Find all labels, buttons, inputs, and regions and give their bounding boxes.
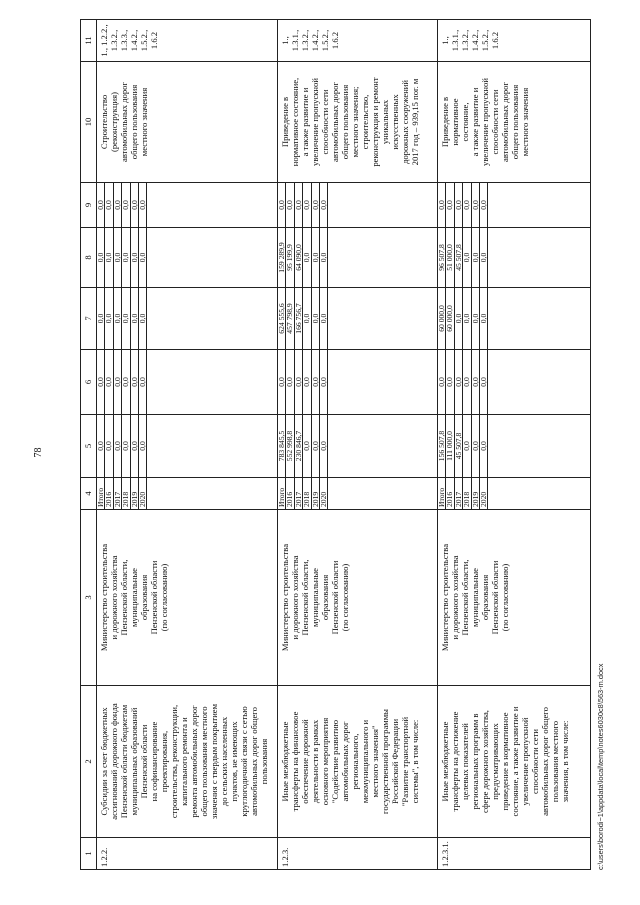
amount-cell: 0,0 (303, 350, 311, 414)
amount-cell: 0,0 (472, 415, 480, 477)
amount-list (97, 183, 147, 227)
amount-cell: 0,0 (114, 350, 122, 414)
period-label: 2019 (312, 478, 320, 509)
amount-cell: 0,0 (472, 288, 480, 349)
amount-cell: 166 756,7 (295, 288, 303, 349)
row-number: 1.2.2. (97, 838, 278, 870)
period-list (278, 478, 328, 509)
amount-list (97, 415, 147, 477)
amount-cell: 0,0 (320, 183, 328, 227)
amount-column-9 (278, 183, 438, 228)
amount-cell: 0,0 (320, 228, 328, 287)
amount-list (278, 228, 328, 287)
column-number: 2 (81, 686, 97, 838)
amount-column-7 (97, 288, 278, 350)
period-label: 2020 (480, 478, 488, 509)
amount-cell: 0,0 (463, 288, 471, 349)
amount-cell: 0,0 (105, 350, 113, 414)
amount-column-6 (438, 350, 591, 415)
amount-cell: 0,0 (463, 183, 471, 227)
amount-cell: 45 507,8 (455, 415, 463, 477)
amount-cell: 0,0 (105, 228, 113, 287)
amount-cell: 0,0 (105, 415, 113, 477)
column-number: 8 (81, 228, 97, 288)
amount-cell: 0,0 (480, 288, 488, 349)
amount-cell: 0,0 (312, 288, 320, 349)
amount-cell: 783 845,5 (278, 415, 286, 477)
amount-cell: 0,0 (131, 228, 139, 287)
amount-cell: 0,0 (480, 183, 488, 227)
row-number: 1.2.3. (278, 838, 438, 870)
period-label: 2016 (105, 478, 113, 509)
amount-cell: 0,0 (320, 288, 328, 349)
amount-column-5 (438, 415, 591, 478)
amount-cell: 0,0 (122, 183, 130, 227)
amount-column-8 (438, 228, 591, 288)
amount-cell: 0,0 (463, 228, 471, 287)
amount-cell: 0,0 (97, 350, 105, 414)
period-label: Итого (278, 478, 286, 509)
table-row (97, 20, 278, 870)
amount-list (438, 228, 488, 287)
column-number: 3 (81, 510, 97, 686)
amount-column-8 (97, 228, 278, 288)
row-number: 1.2.3.1. (438, 838, 591, 870)
period-label: Итого (97, 478, 105, 509)
amount-cell: 60 000,0 (446, 288, 454, 349)
amount-cell: 0,0 (131, 350, 139, 414)
column-number: 7 (81, 288, 97, 350)
table-row (438, 20, 591, 870)
amount-column-7 (278, 288, 438, 350)
amount-list (97, 228, 147, 287)
amount-cell: 0,0 (114, 288, 122, 349)
period-label: 2017 (114, 478, 122, 509)
amount-cell: 0,0 (472, 228, 480, 287)
amount-cell: 159 289,9 (278, 228, 286, 287)
column-number: 5 (81, 415, 97, 478)
amount-list (278, 350, 328, 414)
amount-cell: 0,0 (312, 228, 320, 287)
amount-cell: 0,0 (114, 228, 122, 287)
amount-cell: 0,0 (455, 350, 463, 414)
period-label: 2018 (122, 478, 130, 509)
amount-cell: 624 555,6 (278, 288, 286, 349)
amount-cell: 45 507,8 (455, 228, 463, 287)
amount-cell: 156 507,8 (438, 415, 446, 477)
amount-cell: 0,0 (446, 350, 454, 414)
amount-cell: 552 998,8 (286, 415, 294, 477)
amount-cell: 0,0 (139, 350, 147, 414)
period-label: 2020 (320, 478, 328, 509)
column-number: 10 (81, 62, 97, 183)
amount-column-8 (278, 228, 438, 288)
amount-cell: 0,0 (303, 288, 311, 349)
period-label: 2018 (303, 478, 311, 509)
amount-cell: 0,0 (320, 350, 328, 414)
amount-cell: 0,0 (463, 415, 471, 477)
amount-cell: 0,0 (131, 415, 139, 477)
amount-cell: 0,0 (122, 228, 130, 287)
period-label: 2018 (463, 478, 471, 509)
amount-cell: 0,0 (472, 350, 480, 414)
amount-cell: 0,0 (312, 183, 320, 227)
executor-cell: Министерство строительства и дорожного хозяйства Пензенской области, муниципальные образования Пензенской области (по согласованию) (438, 510, 591, 686)
amount-cell: 0,0 (295, 350, 303, 414)
amount-column-9 (97, 183, 278, 228)
amount-list (438, 288, 488, 349)
amount-cell: 0,0 (278, 350, 286, 414)
column-number: 1 (81, 838, 97, 870)
amount-cell: 0,0 (114, 183, 122, 227)
period-list (438, 478, 488, 509)
file-path-footer: c:\users\borodi~1\appdata\local\temp\notes6030c8\563-m.docx (596, 663, 605, 870)
amount-cell: 0,0 (480, 350, 488, 414)
amount-cell: 0,0 (139, 228, 147, 287)
amount-cell: 0,0 (438, 183, 446, 227)
period-label: 2019 (472, 478, 480, 509)
period-list (97, 478, 147, 509)
period-cell (97, 478, 278, 510)
program-table (80, 19, 591, 870)
amount-column-7 (438, 288, 591, 350)
indicator-links: 1., 1.2.2., 1.3.2., 1.3.3., 1.4.2., 1.5.2., 1.6.2 (97, 20, 278, 62)
column-number: 9 (81, 183, 97, 228)
amount-cell: 64 090,0 (295, 228, 303, 287)
amount-cell: 0,0 (122, 288, 130, 349)
amount-cell: 0,0 (114, 415, 122, 477)
amount-cell: 0,0 (105, 288, 113, 349)
page-number: 78 (33, 447, 44, 458)
amount-cell: 0,0 (97, 228, 105, 287)
period-cell (278, 478, 438, 510)
result-cell: Приведение в нормативное состояние, а также развитие и увеличение пропускной способности сети автомобильных дорог общего пользования местного значения; строительство, реконструкция и ремонт уникальных искусственных дорожных сооружений 2017 год – 939,15 пог. м (278, 62, 438, 183)
period-label: 2016 (446, 478, 454, 509)
measure-name: Субсидии за счет бюджетных ассигнований дорожного фонда Пензенской области бюджетам муниципальных образований Пензенской области на софинансирование проектирования, строительства, реконструкции, капитального ремонта и ремонта автомобильных дорог общего пользования местного значения с твердым покрытием до сельских населенных пунктов, не имеющих круглогодичной связи с сетью автомобильных дорог общего пользования (97, 686, 278, 838)
amount-column-5 (278, 415, 438, 478)
amount-cell: 0,0 (303, 228, 311, 287)
amount-cell: 230 846,7 (295, 415, 303, 477)
amount-cell: 0,0 (97, 288, 105, 349)
amount-cell: 0,0 (480, 228, 488, 287)
amount-list (278, 415, 328, 477)
measure-name: Иные межбюджетные трансферты на финансовое обеспечение дорожной деятельности в рамках основного мероприятия "Содействие развитию автомобильных дорог регионального, межмуниципального и местного значения" государственной программы Российской Федерации "Развитие транспортной системы", в том числе: (278, 686, 438, 838)
executor-cell: Министерство строительства и дорожного хозяйства Пензенской области, муниципальные образования Пензенской области (по согласованию) (97, 510, 278, 686)
amount-cell: 0,0 (446, 183, 454, 227)
amount-cell: 95 199,9 (286, 228, 294, 287)
amount-cell: 0,0 (455, 288, 463, 349)
amount-cell: 0,0 (455, 183, 463, 227)
amount-column-5 (97, 415, 278, 478)
column-number: 4 (81, 478, 97, 510)
amount-list (97, 350, 147, 414)
amount-column-9 (438, 183, 591, 228)
period-label: 2019 (131, 478, 139, 509)
amount-cell: 111 000,0 (446, 415, 454, 477)
amount-cell: 0,0 (278, 183, 286, 227)
column-number: 11 (81, 20, 97, 62)
amount-cell: 0,0 (463, 350, 471, 414)
amount-list (438, 183, 488, 227)
amount-cell: 0,0 (286, 350, 294, 414)
period-label: 2017 (295, 478, 303, 509)
amount-column-6 (278, 350, 438, 415)
amount-cell: 0,0 (312, 350, 320, 414)
amount-cell: 0,0 (480, 415, 488, 477)
amount-cell: 0,0 (122, 350, 130, 414)
amount-cell: 0,0 (472, 183, 480, 227)
amount-cell: 0,0 (131, 288, 139, 349)
amount-cell: 0,0 (139, 288, 147, 349)
amount-cell: 0,0 (438, 350, 446, 414)
amount-cell: 96 507,8 (438, 228, 446, 287)
result-cell: Строительство (реконструкция) автомобильных дорог общего пользования местного значения (97, 62, 278, 183)
amount-cell: 0,0 (286, 183, 294, 227)
amount-list (278, 288, 328, 349)
amount-list (97, 288, 147, 349)
measure-name: Иные межбюджетные трансферты на достижение целевых показателей региональных программ в сфере дорожного хозяйства, предусматривающих приведение в нормативное состояние, а также развитие и увеличение пропускной способности сети автомобильных дорог общего пользования местного значения, в том числе: (438, 686, 591, 838)
amount-cell: 0,0 (303, 183, 311, 227)
indicator-links: 1., 1.3.1., 1.3.2., 1.4.2., 1.5.2., 1.6.2 (438, 20, 591, 62)
period-label: 2020 (139, 478, 147, 509)
amount-cell: 0,0 (139, 415, 147, 477)
period-label: 2016 (286, 478, 294, 509)
amount-cell: 0,0 (303, 415, 311, 477)
amount-list (438, 350, 488, 414)
amount-cell: 0,0 (295, 183, 303, 227)
period-label: 2017 (455, 478, 463, 509)
amount-cell: 0,0 (131, 183, 139, 227)
amount-cell: 0,0 (97, 415, 105, 477)
amount-list (438, 415, 488, 477)
period-label: Итого (438, 478, 446, 509)
executor-cell: Министерство строительства и дорожного хозяйства Пензенской области, муниципальные образования Пензенской области (по согласованию) (278, 510, 438, 686)
table-row (278, 20, 438, 870)
amount-list (278, 183, 328, 227)
column-number-row (81, 20, 97, 870)
amount-cell: 0,0 (320, 415, 328, 477)
amount-cell: 60 000,0 (438, 288, 446, 349)
amount-column-6 (97, 350, 278, 415)
amount-cell: 0,0 (312, 415, 320, 477)
amount-cell: 0,0 (122, 415, 130, 477)
amount-cell: 0,0 (105, 183, 113, 227)
result-cell: Приведение в нормативное состояние, а также развитие и увеличение пропускной способности сети автомобильных дорог общего пользования местного значения (438, 62, 591, 183)
amount-cell: 51 000,0 (446, 228, 454, 287)
indicator-links: 1., 1.3.1., 1.3.2., 1.4.2., 1.5.2., 1.6.2 (278, 20, 438, 62)
period-cell (438, 478, 591, 510)
column-number: 6 (81, 350, 97, 415)
amount-cell: 0,0 (97, 183, 105, 227)
amount-cell: 457 798,9 (286, 288, 294, 349)
amount-cell: 0,0 (139, 183, 147, 227)
